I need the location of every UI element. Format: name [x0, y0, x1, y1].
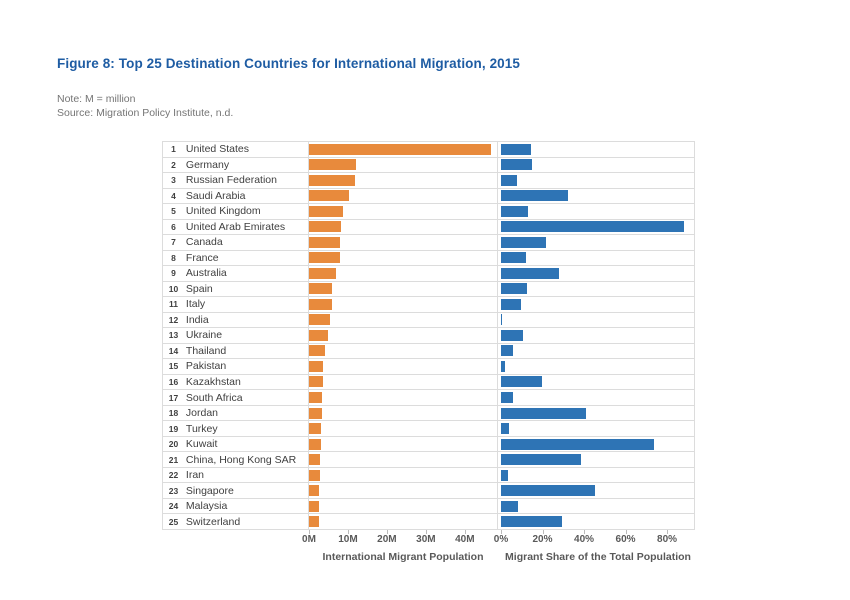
country-label: Canada: [185, 236, 223, 249]
country-label: United Kingdom: [185, 205, 261, 218]
share-bar: [501, 516, 562, 527]
share-bar: [501, 144, 531, 155]
share-chart-cell: [497, 468, 694, 483]
population-chart-cell: [308, 297, 496, 312]
share-bar: [501, 470, 508, 481]
rank-label: 14: [168, 345, 179, 356]
population-bar: [309, 485, 319, 496]
population-bar: [309, 470, 320, 481]
table-row: [163, 483, 694, 499]
share-bar: [501, 159, 532, 170]
table-row: [163, 499, 694, 515]
population-bar: [309, 175, 354, 186]
population-chart-cell: [308, 282, 496, 297]
share-bar: [501, 376, 543, 387]
share-bar: [501, 190, 568, 201]
share-axis-tick-label: 0%: [493, 534, 509, 545]
population-axis-tick-label: 10M: [338, 534, 358, 545]
population-bar: [309, 206, 342, 217]
share-axis-tick-label: 60%: [615, 534, 636, 545]
share-chart-cell: [497, 406, 694, 421]
share-bar: [501, 408, 586, 419]
rank-label: 25: [168, 516, 179, 527]
figure-title: Figure 8: Top 25 Destination Countries for International Migration, 2015: [57, 56, 521, 71]
table-row: [163, 421, 694, 437]
share-bar: [501, 345, 513, 356]
country-label: United Arab Emirates: [185, 220, 286, 233]
country-label: Pakistan: [185, 360, 227, 373]
rank-label: 4: [171, 190, 176, 201]
share-bar: [501, 330, 523, 341]
share-bar: [501, 423, 509, 434]
share-chart-cell: [497, 235, 694, 250]
share-axis-tick-label: 40%: [574, 534, 595, 545]
rank-label: 1: [171, 144, 176, 155]
rank-label: 21: [168, 454, 179, 465]
share-chart-cell: [497, 499, 694, 514]
share-chart-cell: [497, 483, 694, 498]
table-row: [163, 344, 694, 360]
figure-source: Source: Migration Policy Institute, n.d.: [57, 107, 234, 119]
country-label: Malaysia: [185, 500, 228, 513]
rank-label: 17: [168, 392, 179, 403]
country-label: Spain: [185, 282, 213, 295]
share-bar: [501, 206, 528, 217]
population-bar: [309, 268, 335, 279]
country-label: France: [185, 251, 219, 264]
share-bar: [501, 454, 582, 465]
table-row: [163, 297, 694, 313]
country-label: Kazakhstan: [185, 375, 241, 388]
population-bar: [309, 423, 321, 434]
rank-label: 7: [171, 237, 176, 248]
table-row: [163, 189, 694, 205]
table-row: [163, 359, 694, 375]
table-row: [163, 328, 694, 344]
rank-label: 24: [168, 501, 179, 512]
rank-label: 12: [168, 314, 179, 325]
population-axis-tick-label: 30M: [416, 534, 436, 545]
share-bar: [501, 314, 502, 325]
rank-label: 22: [168, 470, 179, 481]
population-bar: [309, 252, 339, 263]
rank-label: 10: [168, 283, 179, 294]
population-chart-cell: [308, 235, 496, 250]
country-label: Australia: [185, 267, 227, 280]
population-chart-cell: [308, 266, 496, 281]
population-chart-cell: [308, 313, 496, 328]
table-row: [163, 282, 694, 298]
population-bar: [309, 144, 491, 155]
population-bar: [309, 439, 320, 450]
population-chart-cell: [308, 251, 496, 266]
population-bar: [309, 299, 332, 310]
table-row: [163, 204, 694, 220]
population-chart-cell: [308, 437, 496, 452]
table-row: [163, 514, 694, 529]
table-row: [163, 251, 694, 267]
share-chart-cell: [497, 437, 694, 452]
table-row: [163, 452, 694, 468]
share-chart-cell: [497, 514, 694, 529]
table-row: [163, 142, 694, 158]
country-label: Saudi Arabia: [185, 189, 246, 202]
population-bar: [309, 221, 341, 232]
population-chart-cell: [308, 514, 496, 529]
country-label: China, Hong Kong SAR: [185, 453, 297, 466]
country-label: United States: [185, 143, 249, 156]
share-bar: [501, 501, 518, 512]
chart-table: [162, 141, 695, 530]
population-chart-cell: [308, 189, 496, 204]
country-label: Ukraine: [185, 329, 223, 342]
country-label: Iran: [185, 469, 205, 482]
share-chart-cell: [497, 452, 694, 467]
rank-label: 3: [171, 175, 176, 186]
share-bar: [501, 299, 521, 310]
share-chart-cell: [497, 220, 694, 235]
share-bar: [501, 283, 527, 294]
table-row: [163, 220, 694, 236]
population-chart-cell: [308, 421, 496, 436]
share-chart-cell: [497, 204, 694, 219]
share-chart-cell: [497, 142, 694, 157]
population-axis-tick-label: 0M: [302, 534, 316, 545]
population-chart-cell: [308, 173, 496, 188]
share-bar: [501, 485, 595, 496]
share-axis-tick-label: 20%: [532, 534, 553, 545]
share-bar: [501, 392, 513, 403]
population-chart-cell: [308, 375, 496, 390]
share-chart-cell: [497, 359, 694, 374]
share-bar: [501, 268, 560, 279]
population-chart-cell: [308, 344, 496, 359]
rank-label: 23: [168, 485, 179, 496]
population-bar: [309, 454, 320, 465]
rank-label: 6: [171, 221, 176, 232]
population-bar: [309, 501, 319, 512]
figure-note: Note: M = million: [57, 93, 136, 105]
share-chart-cell: [497, 297, 694, 312]
share-chart-cell: [497, 421, 694, 436]
rank-label: 9: [171, 268, 176, 279]
share-bar: [501, 361, 505, 372]
share-bar: [501, 221, 684, 232]
country-label: Jordan: [185, 407, 219, 420]
table-row: [163, 235, 694, 251]
country-label: Kuwait: [185, 438, 218, 451]
rank-label: 15: [168, 361, 179, 372]
share-chart-cell: [497, 328, 694, 343]
population-chart-cell: [308, 359, 496, 374]
share-chart-cell: [497, 158, 694, 173]
rank-label: 16: [168, 376, 179, 387]
rank-label: 13: [168, 330, 179, 341]
population-chart-cell: [308, 390, 496, 405]
population-axis-tick-label: 40M: [455, 534, 475, 545]
population-bar: [309, 190, 349, 201]
country-label: Italy: [185, 298, 206, 311]
population-bar: [309, 345, 324, 356]
country-label: Thailand: [185, 344, 227, 357]
rank-label: 8: [171, 252, 176, 263]
country-label: South Africa: [185, 391, 243, 404]
share-axis-tick-label: 80%: [657, 534, 678, 545]
share-chart-cell: [497, 390, 694, 405]
rank-label: 18: [168, 408, 179, 419]
table-row: [163, 437, 694, 453]
rank-label: 19: [168, 423, 179, 434]
table-row: [163, 266, 694, 282]
share-chart-cell: [497, 266, 694, 281]
population-bar: [309, 392, 321, 403]
population-chart-cell: [308, 452, 496, 467]
country-label: Switzerland: [185, 515, 241, 528]
share-bar: [501, 252, 526, 263]
rank-label: 11: [168, 299, 178, 310]
table-row: [163, 390, 694, 406]
share-chart-cell: [497, 375, 694, 390]
population-bar: [309, 330, 328, 341]
share-chart-cell: [497, 282, 694, 297]
population-chart-cell: [308, 142, 496, 157]
population-chart-cell: [308, 204, 496, 219]
country-label: Singapore: [185, 484, 234, 497]
population-bar: [309, 408, 321, 419]
population-chart-cell: [308, 483, 496, 498]
population-bar: [309, 283, 332, 294]
population-bar: [309, 516, 318, 527]
share-chart-cell: [497, 173, 694, 188]
table-row: [163, 173, 694, 189]
table-row: [163, 406, 694, 422]
population-chart-cell: [308, 406, 496, 421]
table-row: [163, 468, 694, 484]
population-chart-cell: [308, 468, 496, 483]
rank-label: 20: [168, 439, 179, 450]
share-bar: [501, 175, 517, 186]
share-chart-cell: [497, 189, 694, 204]
country-label: India: [185, 313, 209, 326]
population-bar: [309, 237, 339, 248]
table-row: [163, 313, 694, 329]
rank-label: 2: [171, 159, 176, 170]
population-bar: [309, 314, 329, 325]
rank-label: 5: [171, 206, 176, 217]
table-row: [163, 158, 694, 174]
population-chart-cell: [308, 499, 496, 514]
x-axis-title-share: Migrant Share of the Total Population: [505, 551, 691, 563]
share-chart-cell: [497, 344, 694, 359]
population-chart-cell: [308, 220, 496, 235]
population-axis-tick-label: 20M: [377, 534, 397, 545]
population-bar: [309, 361, 323, 372]
population-bar: [309, 376, 323, 387]
share-chart-cell: [497, 313, 694, 328]
country-label: Russian Federation: [185, 174, 277, 187]
share-bar: [501, 237, 546, 248]
table-row: [163, 375, 694, 391]
population-chart-cell: [308, 158, 496, 173]
country-label: Turkey: [185, 422, 218, 435]
country-label: Germany: [185, 158, 230, 171]
population-bar: [309, 159, 356, 170]
share-chart-cell: [497, 251, 694, 266]
x-axis-title-population: International Migrant Population: [322, 551, 484, 563]
share-bar: [501, 439, 654, 450]
population-chart-cell: [308, 328, 496, 343]
